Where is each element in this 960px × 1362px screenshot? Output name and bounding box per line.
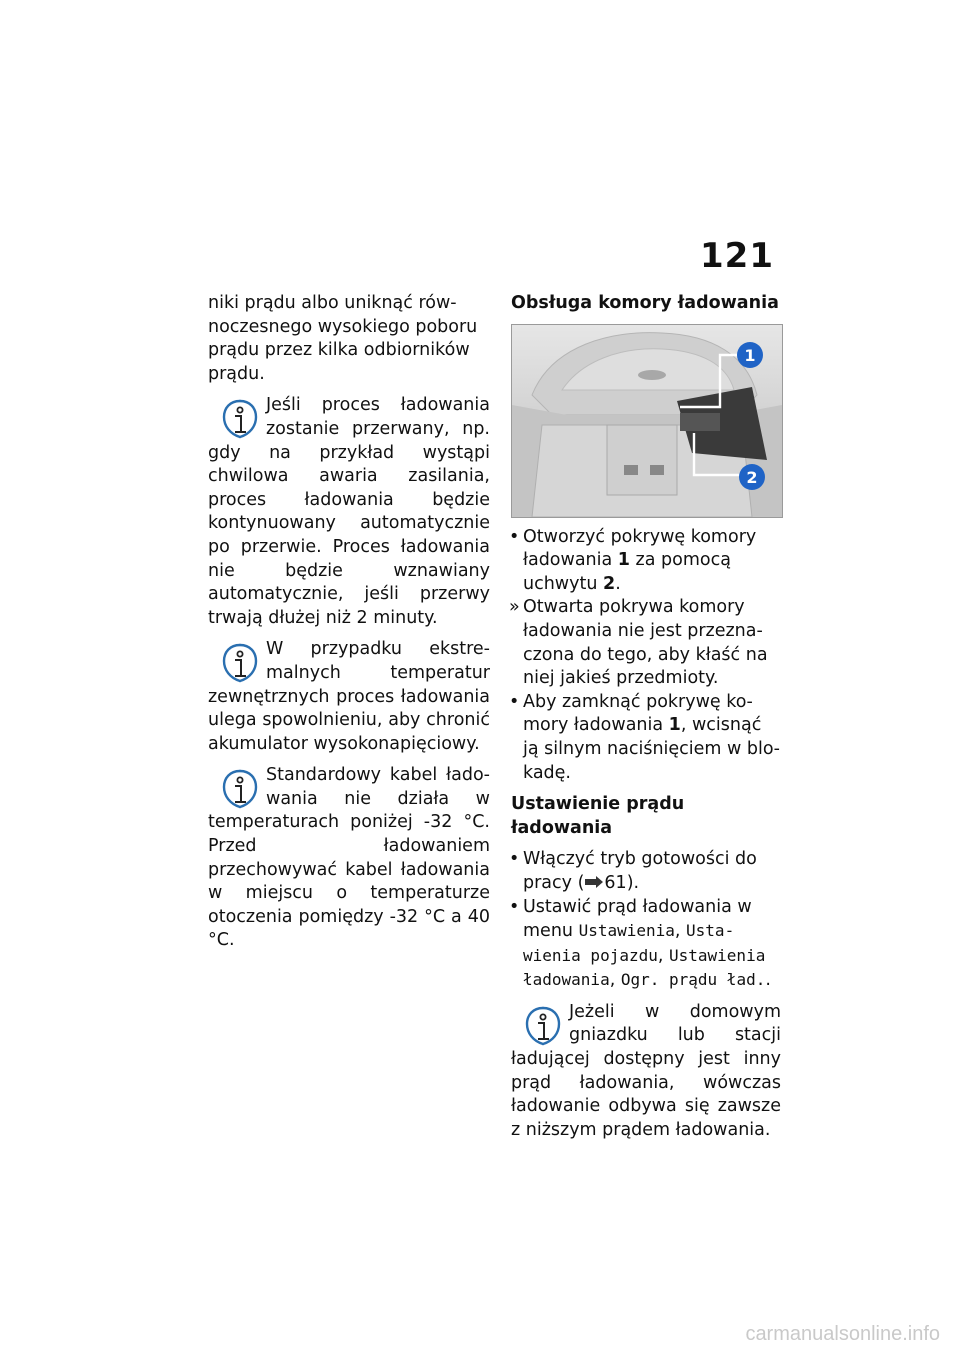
info-note-2 [208,638,490,756]
bullet-marker: • [509,526,520,547]
list-item [511,848,781,895]
compartment-steps [511,526,781,786]
step-text: . [765,970,771,991]
charging-compartment-illustration [512,325,782,517]
bullet-marker: • [509,849,520,870]
page-number: 121 [700,236,774,276]
result-marker: » [509,597,520,618]
charging-current-steps [511,848,781,993]
left-column [208,292,490,961]
menu-path-item: Ustawienia ładowania [523,945,766,990]
separator: , [609,970,621,991]
callout-1 [737,342,763,368]
page-reference[interactable]: 61 [604,872,627,893]
info-icon [525,1005,561,1047]
callout-ref: 1 [668,715,681,736]
list-item [511,691,781,785]
menu-path-item: Ustawienia pojazdu [523,921,735,965]
info-note-text: Jeżeli w domowym gniazdku lub stacji ładującej dostępny jest inny prąd ładowania, wówczas ładowanie odbywa się zawsze z niższym prądem ładowania. [511,1001,781,1140]
section-heading-charging-current: Ustawienie prądu ładowania [511,794,685,838]
step-text: Aby zamknąć pokrywę komory ładowania [523,691,753,736]
info-icon [222,768,258,810]
step-text: za pomocą uchwytu [523,550,731,594]
menu-path-item: Ogr. prądu ład. [620,970,766,990]
info-note-text: Standardowy kabel ładowania nie działa w temperaturach poniżej -32 °C. Przed ładowaniem przechowywać kabel ładowania w miejscu o temperaturze otoczenia pomiędzy -32 °C a 40 °C. [208,765,490,951]
info-icon [222,642,258,684]
intro-paragraph: niki prądu albo uniknąć równoczesnego wysokiego poboru prądu przez kilka odbiorników prądu. [208,293,478,384]
step-text: Ustawić prąd ładowania w menu [523,896,752,942]
info-note-1 [208,394,490,630]
step-text: . [615,573,621,594]
separator: , [657,945,669,966]
step-text: Włączyć tryb gotowości do pracy ( [523,849,757,893]
bullet-marker: • [509,691,520,712]
step-text: , wcisnąć ją silnym naciśnięciem w blokadę. [523,715,780,783]
callout-label: 2 [746,467,758,487]
callout-2 [739,464,765,490]
bullet-marker: • [509,896,520,917]
info-note-text: Jeśli proces ładowania zostanie przerwany, np. gdy na przykład wystąpi chwilowa awaria zasilania, proces ładowania będzie kontynuowany automatycznie po przerwie. Proces ładowania nie będzie wznawiany automatycznie, jeśli przerwy trwają dłużej niż 2 minuty. [208,395,490,628]
info-note-4 [511,1001,781,1143]
step-text: ). [626,872,640,893]
page-reference-arrow-icon [584,876,604,888]
info-icon [222,398,258,440]
section-heading-charging-compartment: Obsługa komory ładowania [511,293,779,313]
callout-ref: 1 [617,550,630,571]
right-column [511,292,781,1150]
step-text: Otwarta pokrywa komory ładowania nie jest przeznaczona do tego, aby kłaść na niej jakieś przedmioty. [523,597,768,689]
list-item [511,896,781,993]
callout-label: 1 [744,345,756,365]
info-note-3 [208,764,490,953]
info-note-text: W przypadku ekstremalnych temperatur zewnętrznych proces ładowania ulega spowolnieniu, aby chronić akumulator wysokonapięciowy. [208,639,490,754]
menu-path-item: Ustawienia [578,921,675,941]
step-text: Otworzyć pokrywę komory ładowania [523,526,757,571]
separator: , [674,921,687,942]
list-item [511,526,781,597]
footer-watermark: carmanualsonline.info [745,1323,940,1345]
list-item [511,596,781,690]
charging-compartment-figure [511,324,783,518]
callout-ref: 2 [603,573,616,594]
